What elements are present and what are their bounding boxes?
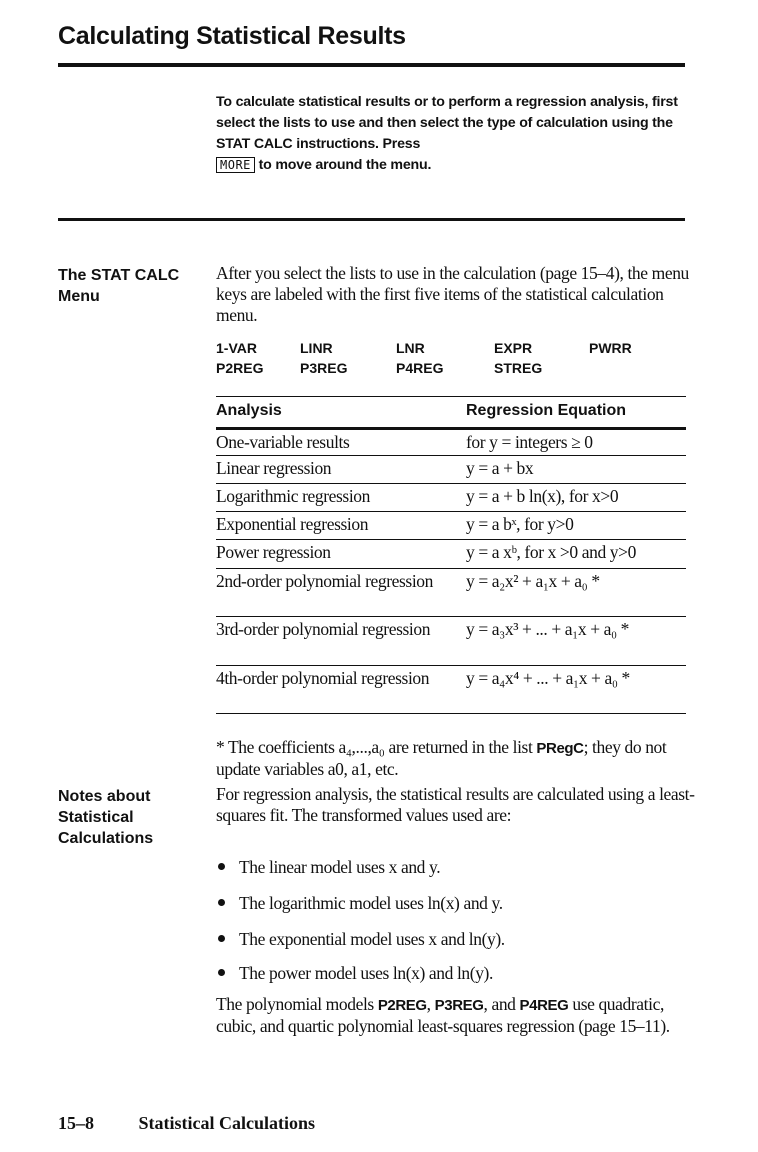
equation-cell: y = a + b ln(x), for x>0 <box>466 486 619 506</box>
analysis-cell: Exponential regression <box>216 514 369 534</box>
regression-table <box>216 396 686 714</box>
bullet-text: The logarithmic model uses ln(x) and y. <box>239 893 503 913</box>
notes-paragraph: For regression analysis, the statistical results are calculated using a least-squares fit. The transformed values used are: <box>216 784 695 825</box>
page-footer <box>58 1113 315 1134</box>
bullet-icon <box>218 899 225 906</box>
menu-key-pwrr: PWRR <box>589 340 632 356</box>
footnote-text-end: ; they do not update variables a0, a1, etc. <box>216 737 667 779</box>
polynomial-models-paragraph <box>216 994 696 1037</box>
menu-keys-row-2 <box>216 360 686 382</box>
equation-cell: y = a + bx <box>466 458 534 478</box>
equation-cell: y = a₃x³ + ... + a₁x + a₀ * <box>466 619 630 639</box>
table-row <box>216 456 686 484</box>
column-header-equation: Regression Equation <box>466 402 627 419</box>
equation-cell: y = a₂x² + a₁x + a₀ * <box>466 571 600 591</box>
analysis-cell: Linear regression <box>216 458 332 478</box>
equation-cell: y = a xᵇ, for x >0 and y>0 <box>466 542 636 562</box>
table-row <box>216 540 686 569</box>
menu-key-linr: LINR <box>300 340 333 356</box>
table-header <box>216 396 686 430</box>
column-header-analysis: Analysis <box>216 402 282 419</box>
page-title: Calculating Statistical Results <box>58 22 406 50</box>
menu-key-expr: EXPR <box>494 340 533 356</box>
bullet-item <box>218 929 688 950</box>
analysis-cell: 2nd-order polynomial regression <box>216 571 433 591</box>
coefficients-footnote <box>216 737 696 780</box>
menu-key-p4reg: P4REG <box>396 360 444 376</box>
analysis-cell: 3rd-order polynomial regression <box>216 619 431 639</box>
bullet-icon <box>218 969 225 976</box>
p3reg-command: P3REG <box>434 997 484 1014</box>
p4reg-command: P4REG <box>519 997 569 1014</box>
analysis-cell: 4th-order polynomial regression <box>216 668 430 688</box>
table-row <box>216 512 686 540</box>
table-row <box>216 569 686 617</box>
table-row <box>216 617 686 666</box>
menu-key-p3reg: P3REG <box>300 360 348 376</box>
footer-section-title: Statistical Calculations <box>138 1113 316 1133</box>
notes-heading <box>58 786 208 849</box>
footnote-text: * The coefficients a₄,...,a₀ are returned in the list <box>216 737 533 757</box>
heading-line: The STAT CALC <box>58 267 180 284</box>
heading-line: Notes about <box>58 788 151 805</box>
stat-calc-menu-paragraph: After you select the lists to use in the calculation (page 15–4), the menu keys are labeled with the first five items of the statistical calculation menu. <box>216 263 689 325</box>
intro-text-end: to move around the menu. <box>258 157 432 173</box>
section-rule <box>58 218 685 221</box>
heading-line: Calculations <box>58 830 154 847</box>
pregc-command: PRegC <box>536 740 584 757</box>
equation-cell: y = a₄x⁴ + ... + a₁x + a₀ * <box>466 668 630 688</box>
bullet-text: The power model uses ln(x) and ln(y). <box>239 963 493 983</box>
intro-paragraph <box>216 92 686 176</box>
heading-line: Menu <box>58 288 100 305</box>
closing-text: The polynomial models <box>216 994 374 1014</box>
equation-cell: for y = integers ≥ 0 <box>466 432 593 452</box>
bullet-icon <box>218 935 225 942</box>
table-row <box>216 430 686 456</box>
analysis-cell: Logarithmic regression <box>216 486 370 506</box>
more-key: MORE <box>216 157 255 173</box>
closing-separator: , <box>426 994 431 1014</box>
top-rule <box>58 63 685 67</box>
equation-cell: y = a bˣ, for y>0 <box>466 514 574 534</box>
bullet-item <box>218 963 688 984</box>
closing-separator: , and <box>483 994 516 1014</box>
bullet-text: The exponential model uses x and ln(y). <box>239 929 505 949</box>
menu-key-1-var: 1-VAR <box>216 340 257 356</box>
intro-text: To calculate statistical results or to perform a regression analysis, first select the lists to use and then select the type of calculation using the STAT CALC instructions. Press <box>216 94 678 152</box>
bullet-text: The linear model uses x and y. <box>239 857 441 877</box>
menu-key-streg: STREG <box>494 360 543 376</box>
table-row <box>216 666 686 714</box>
page-number: 15–8 <box>58 1113 94 1133</box>
bullet-item <box>218 893 688 914</box>
closing-text-end: use quadratic, cubic, and quartic polynomial least-squares regression (page 15–11). <box>216 994 670 1036</box>
analysis-cell: One-variable results <box>216 432 350 452</box>
menu-keys-row-1 <box>216 340 686 362</box>
analysis-cell: Power regression <box>216 542 331 562</box>
stat-calc-menu-heading <box>58 265 208 307</box>
menu-key-lnr: LNR <box>396 340 425 356</box>
menu-key-p2reg: P2REG <box>216 360 264 376</box>
bullet-item <box>218 857 688 878</box>
bullet-icon <box>218 863 225 870</box>
p2reg-command: P2REG <box>377 997 427 1014</box>
heading-line: Statistical <box>58 809 134 826</box>
table-row <box>216 484 686 512</box>
